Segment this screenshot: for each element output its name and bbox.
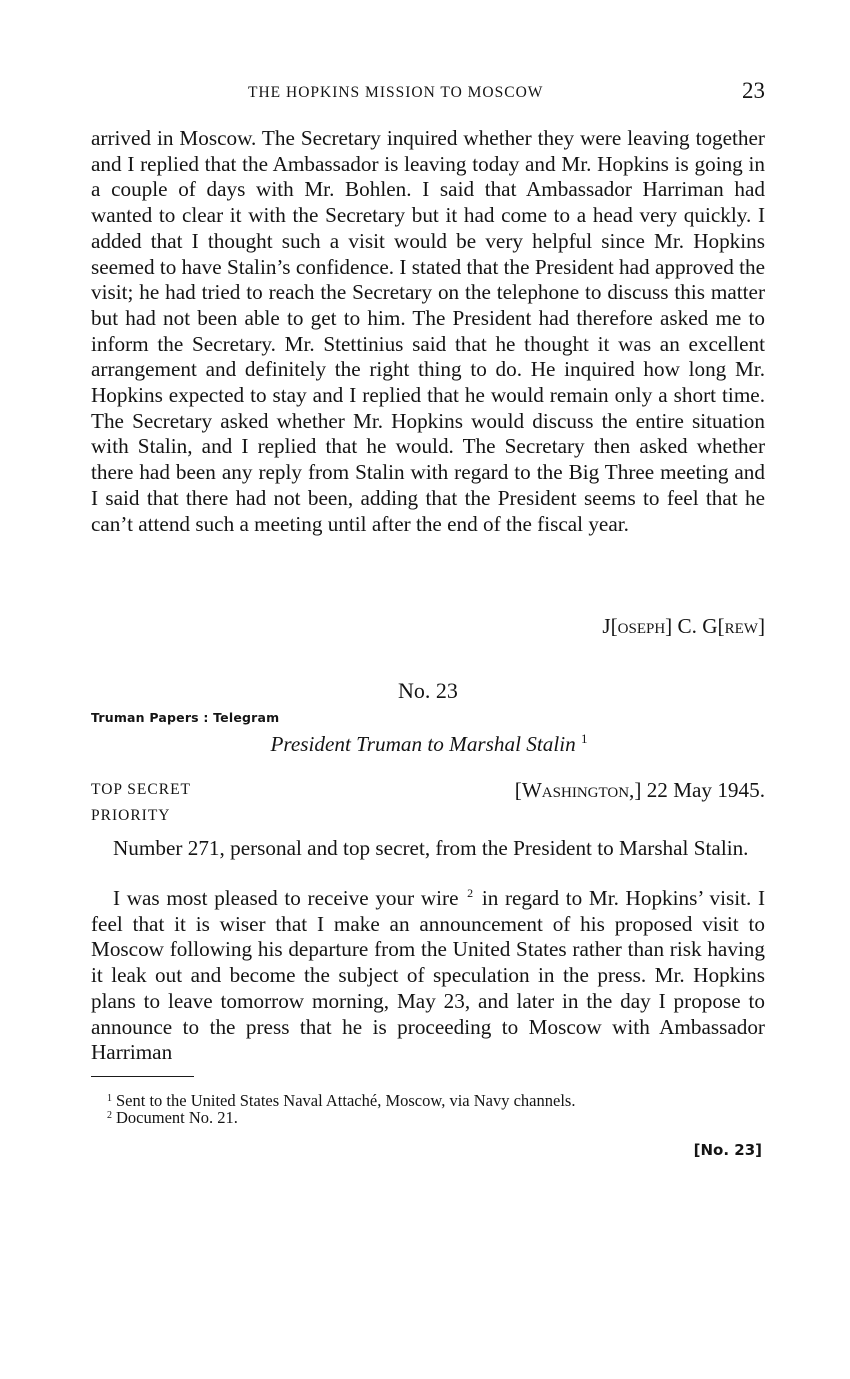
dateline-date: 22 May 1945.	[646, 778, 765, 802]
document-title-text: President Truman to Marshal Stalin	[270, 732, 576, 757]
page-number: 23	[742, 78, 765, 103]
priority-label: PRIORITY	[91, 807, 171, 824]
telegram-paragraph-1: Number 271, personal and top secret, from the President to Marshal Stalin.	[113, 836, 749, 860]
footnote: $^2$ Document No. 21.	[107, 1108, 238, 1127]
running-header	[91, 80, 765, 106]
catchword: [No. 23]	[693, 1141, 762, 1159]
document-source: Truman Papers : Telegram	[91, 710, 280, 725]
dateline-place: Washington	[521, 778, 630, 802]
footnote-divider	[91, 1076, 194, 1077]
signature: J[oseph] C. G[rew]	[602, 614, 765, 638]
footnote-ref-2: 2	[467, 886, 474, 900]
document-title	[0, 731, 850, 757]
document-number: No. 23	[398, 678, 458, 703]
memo-paragraph: arrived in Moscow. The Secretary inquired whether they were leaving together and I replied that the Ambassador is leaving today and Mr. Hopkins is going in a couple of days with Mr. Bohlen. I said that Ambassador Harriman had wanted to clear it with the Secretary but it had come to a head very quickly. I added that I thought such a visit would be very helpful since Mr. Hopkins seemed to have Stalin’s confidence. I stated that the President had approved the visit; he had tried to reach the Secretary on the telephone to discuss this matter but had not been able to get to him. The President had therefore asked me to inform the Secretary. Mr. Stettinius said that he thought it was an excellent arrangement and definitely the right thing to do. He inquired how long Mr. Hopkins expected to stay and I replied that he would remain only a short time. The Secretary asked whether Mr. Hopkins would discuss the entire situation with Stalin, and I replied that he would. The Secretary then asked whether there had been any reply from Stalin with regard to the Big Three meeting and I said that there had not been, adding that the President seems to feel that he can’t attend such a meeting until after the end of the fiscal year.	[91, 126, 765, 536]
telegram-paragraph-2: I was most pleased to receive your wire $^2$ in regard to Mr. Hopkins’ visit. I feel that it is wiser that I make an announcement of his proposed visit to Moscow following his departure from the United States rather than risk having it leak out and become the subject of speculation in the press. Mr. Hopkins plans to leave tomorrow morning, May 23, and later in the day I propose to announce to the press that he is proceeding to Moscow with Ambassador Harriman	[91, 886, 766, 1065]
running-title: THE HOPKINS MISSION TO MOSCOW	[248, 84, 544, 101]
title-footnote-ref: 1	[581, 731, 588, 746]
footnote: $^1$ Sent to the United States Naval Attaché, Moscow, via Navy channels.	[107, 1091, 576, 1110]
classification-label: TOP SECRET	[91, 781, 192, 798]
dateline: [Washington,] 22 May 1945.	[514, 778, 765, 802]
